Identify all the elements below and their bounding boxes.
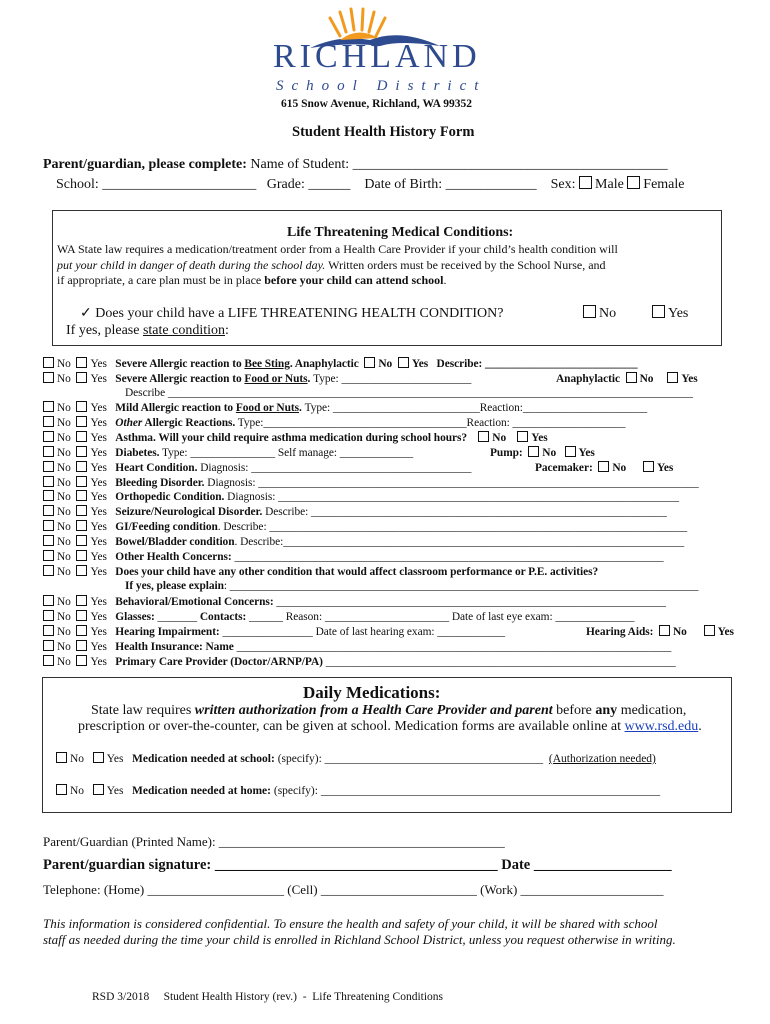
daily-line1 [91,703,686,719]
anaphylactic-yes-checkbox[interactable] [667,372,678,383]
ltc-question: ✓ Does your child have a LIFE THREATENING HEALTH CONDITION? [80,306,504,321]
ltc-no-checkbox[interactable] [583,305,596,318]
no-label: No [57,566,71,578]
parent-printed-name[interactable]: Parent/Guardian (Printed Name): ____________________________________________ [43,834,505,849]
diabetes-pump [490,446,595,459]
student-info-line [56,176,685,193]
label: No [378,358,393,370]
yes-label: Yes [90,373,107,385]
sun-rays [330,9,385,36]
label: Pump: [490,447,523,459]
food-severe-anaphylactic [556,372,698,385]
yes-label: Yes [90,477,107,489]
condition-row-behavioral [43,595,666,608]
no-checkbox[interactable] [43,565,54,576]
label: Glasses: [115,611,155,623]
no-label: No [57,611,71,623]
form-title: Student Health History Form [292,124,475,140]
yes-label: Yes [90,432,107,444]
ltc-line3-bold: before your child can attend school [264,273,444,287]
describe-field[interactable]: Describe: _______________________________________________________________ [262,506,667,518]
classroom-explain [125,580,698,592]
yes-checkbox[interactable] [76,357,87,368]
label: . [299,402,305,414]
no-checkbox[interactable] [43,476,54,487]
food-severe-describe[interactable]: Describe _____________________________________________________________________________________________ [125,387,693,399]
condition-row-bee-sting [43,357,637,370]
label: Primary Care Provider (Doctor/ARNP/PA) [115,656,323,668]
anaphylactic-yes-checkbox[interactable] [398,357,409,368]
grade-field[interactable]: Grade: ______ [266,177,351,192]
condition-row-insurance [43,640,671,653]
label: Diabetes. [115,447,160,459]
condition-row-food-severe [43,372,471,385]
ltc-line3 [57,273,446,288]
yes-label: Yes [90,596,107,608]
no-checkbox[interactable] [43,535,54,546]
condition-row-heart [43,461,471,474]
med-home-no-checkbox[interactable] [56,784,67,795]
yes-label: Yes [90,491,107,503]
no-checkbox[interactable] [43,416,54,427]
yes-checkbox[interactable] [76,550,87,561]
no-checkbox[interactable] [43,520,54,531]
yes-label: Yes [90,447,107,459]
no-label: No [57,447,71,459]
no-label: No [57,551,71,563]
daily-title: Daily Medications: [303,683,441,702]
yes-label: Yes [90,626,107,638]
condition-row-orthopedic [43,490,679,503]
label: Severe Allergic reaction to [115,373,245,385]
sex-label: Sex: [550,177,576,192]
yes-checkbox[interactable] [76,416,87,427]
confidential-line1: This information is considered confidential. To ensure the health and safety of your child, it will be shared with school [43,916,658,931]
yes-label: Yes [90,402,107,414]
hearing-field[interactable]: ________________ Date of last hearing exam: ____________ [219,626,506,638]
yes-label: Yes [90,656,107,668]
yes-label: Yes [90,551,107,563]
yes-checkbox[interactable] [76,610,87,621]
female-label: Female [643,177,685,192]
no-checkbox[interactable] [43,595,54,606]
yes-checkbox[interactable] [76,431,87,442]
med-home-row [56,784,660,797]
label: Pacemaker: [535,462,593,474]
no-label: No [57,506,71,518]
yes-label: Yes [90,566,107,578]
text: any [595,703,618,718]
no-label: No [57,462,71,474]
yes-label: Yes [90,641,107,653]
no-label: No [57,417,71,429]
label: Seizure/Neurological Disorder. [115,506,263,518]
no-checkbox[interactable] [43,446,54,457]
condition-row-classroom [43,565,598,578]
no-checkbox[interactable] [43,490,54,501]
no-checkbox[interactable] [43,357,54,368]
no-label: No [57,373,71,385]
ltc-yes-option[interactable] [652,305,688,322]
confidential-line2: staff as needed during the time your child is enrolled in Richland School District, unless you request otherwise in writing. [43,932,676,947]
label: Health Insurance: Name [115,641,234,653]
label: Anaphylactic [556,373,620,385]
school-field[interactable]: School: ______________________ [56,177,257,192]
dob-field[interactable]: Date of Birth: _____________ [364,177,537,192]
no-checkbox[interactable] [43,401,54,412]
yes-checkbox[interactable] [76,625,87,636]
label: Other Health Concerns: [115,551,232,563]
ltc-title: Life Threatening Medical Conditions: [287,225,514,240]
yes-checkbox[interactable] [76,565,87,576]
med-home-field[interactable]: (specify): ___________________________________________________________ [271,785,661,797]
label: No [542,447,557,459]
label: Medication needed at school: [132,753,275,765]
ltc-yes-label: Yes [668,306,689,321]
anaphylactic-no-checkbox[interactable] [626,372,637,383]
yes-checkbox[interactable] [76,372,87,383]
label: No [673,626,687,638]
label: Orthopedic Condition. [115,491,225,503]
condition-row-glasses [43,610,634,623]
diagnosis-field[interactable]: Diagnosis: _______________________________________ [197,462,472,474]
male-label: Male [595,177,624,192]
insurance-field[interactable]: _____________________________________________________________________________ [233,641,672,653]
label: Bee Sting [244,358,290,370]
type-field[interactable]: Type: _______________ Self manage: _____________ [159,447,414,459]
condition-row-hearing [43,625,505,638]
student-name-field[interactable]: Name of Student: _____________________________________________ [250,157,668,172]
yes-checkbox[interactable] [76,476,87,487]
label: . Anaphylactic [289,358,359,370]
ltc-state-condition: state condition [142,323,226,338]
label: Bowel/Bladder condition [115,536,235,548]
no-checkbox[interactable] [43,372,54,383]
ltc-yes-checkbox[interactable] [652,305,665,318]
yes-checkbox[interactable] [76,640,87,651]
label: Food or Nuts [244,373,308,385]
label: No [612,462,627,474]
no-label: No [57,656,71,668]
ltc-ifyes [66,323,229,339]
text: . [698,719,702,734]
label: Contacts: [199,611,247,623]
label: Heart Condition. [115,462,198,474]
diagnosis-field[interactable]: Diagnosis: _______________________________________________________________________ [224,491,680,503]
footer: RSD 3/2018 Student Health History (rev.) - Life Threatening Conditions [92,991,444,1003]
provider-field[interactable]: ______________________________________________________________ [322,656,676,668]
explain-field[interactable]: : ___________________________________________________________________________________ [223,580,699,592]
no-checkbox[interactable] [43,625,54,636]
ltc-line3-end: . [443,273,447,287]
ltc-line2 [57,258,606,273]
yes-checkbox[interactable] [76,505,87,516]
text: State law requires [91,703,195,718]
describe-field[interactable]: . Describe: __________________________________________________________________________ [217,521,688,533]
describe-field[interactable]: . Describe:_______________________________________________________________________ [234,536,685,548]
label: Yes [578,447,595,459]
no-label: No [57,521,71,533]
yes-checkbox[interactable] [76,535,87,546]
label: Food or Nuts [235,402,299,414]
label: Medication needed at home: [132,785,271,797]
type-field[interactable]: Type: __________________________Reaction:______________________ [304,402,648,414]
condition-row-gi [43,520,687,533]
label: Yes [681,373,698,385]
no-checkbox[interactable] [43,461,54,472]
female-checkbox[interactable] [627,176,640,189]
condition-row-other-allergic [43,416,625,429]
ltc-no-option[interactable] [583,305,616,322]
logo-subtitle: School District [276,78,487,94]
med-school-yes-checkbox[interactable] [93,752,104,763]
describe-field[interactable]: _____________________________________________________________________ [273,596,666,608]
med-school-row [56,752,656,765]
text: written authorization from a Health Care Provider and parent [194,703,553,718]
text: medication, [617,703,687,718]
no-label: No [57,596,71,608]
label: Hearing Aids: [586,626,654,638]
label: Yes [656,462,674,474]
no-checkbox[interactable] [43,640,54,651]
no-label: No [57,536,71,548]
condition-row-other-health [43,550,664,563]
logo-name: RICHLAND [273,38,481,75]
hearing-aids [586,625,734,638]
label: GI/Feeding condition [115,521,218,533]
condition-row-bowel [43,535,684,548]
no-label: No [70,785,85,797]
ltc-danger-text: put your child in danger of death during the school day. [57,258,326,272]
student-name-line [43,157,668,173]
condition-row-food-mild [43,401,647,414]
parent-signature[interactable]: Parent/guardian signature: _______________________________________ Date ___________________ [43,857,672,873]
condition-row-seizure [43,505,667,518]
pump-no-checkbox[interactable] [528,446,539,457]
ltc-no-label: No [599,306,617,321]
rsd-website-link[interactable]: www.rsd.edu [624,719,699,734]
ltc-ifyes-text: If yes, please [66,323,143,338]
contacts-field[interactable]: ______ Reason: ______________________ Date of last eye exam: ______________ [246,611,635,623]
no-checkbox[interactable] [43,505,54,516]
pacemaker-no-checkbox[interactable] [598,461,609,472]
yes-checkbox[interactable] [76,401,87,412]
condition-row-diabetes [43,446,413,459]
med-school-no-checkbox[interactable] [56,752,67,763]
yes-checkbox[interactable] [76,655,87,666]
male-checkbox[interactable] [579,176,592,189]
med-school-field[interactable]: (specify): ______________________________________ [274,753,544,765]
ltc-line2-rest: Written orders must be received by the School Nurse, and [325,258,606,272]
label: Mild Allergic reaction to [115,402,236,414]
label: . [307,373,314,385]
label: Yes [411,358,429,370]
no-label: No [57,432,71,444]
pacemaker-yes-checkbox[interactable] [643,461,654,472]
no-label: No [57,358,71,370]
yes-label: Yes [106,785,124,797]
type-field[interactable]: Type:____________________________________Reaction: ____________________ [235,417,626,429]
yes-checkbox[interactable] [76,595,87,606]
label: No [639,373,654,385]
med-home-yes-checkbox[interactable] [93,784,104,795]
yes-label: Yes [90,611,107,623]
yes-label: Yes [90,506,107,518]
no-label: No [57,641,71,653]
type-field[interactable]: Type: _______________________ [313,373,472,385]
heart-pacemaker [535,461,673,474]
label: No [492,432,507,444]
ltc-line3-start: if appropriate, a care plan must be in place [57,273,265,287]
no-checkbox[interactable] [43,610,54,621]
district-address: 615 Snow Avenue, Richland, WA 99352 [281,98,472,110]
no-label: No [57,402,71,414]
glasses-field[interactable]: _______ [154,611,200,623]
no-label: No [70,753,85,765]
asthma-med-yes-checkbox[interactable] [517,431,528,442]
authorization-note: (Authorization needed) [548,753,656,765]
yes-label: Yes [90,417,107,429]
yes-label: Yes [90,358,107,370]
describe-field[interactable]: Describe: ___________________________ [436,358,638,370]
yes-checkbox[interactable] [76,490,87,501]
yes-label: Yes [90,536,107,548]
no-checkbox[interactable] [43,431,54,442]
text: prescription or over-the-counter, can be given at school. Medication forms are available online at [78,719,625,734]
no-checkbox[interactable] [43,550,54,561]
hearing-aids-no-checkbox[interactable] [659,625,670,636]
pump-yes-checkbox[interactable] [565,446,576,457]
label: Does your child have any other condition that would affect classroom performance or P.E. activities? [115,566,599,578]
yes-checkbox[interactable] [76,520,87,531]
yes-label: Yes [90,521,107,533]
daily-line2 [78,719,702,735]
yes-label: Yes [106,753,124,765]
condition-row-asthma [43,431,548,444]
label: Hearing Impairment: [115,626,220,638]
yes-label: Yes [90,462,107,474]
yes-checkbox[interactable] [76,461,87,472]
no-checkbox[interactable] [43,655,54,666]
text: before [552,703,596,718]
ltc-line1: WA State law requires a medication/treatment order from a Health Care Provider if your child’s health condition will [57,242,618,256]
ltc-ifyes-end: : [225,323,229,338]
label: Bleeding Disorder. [115,477,205,489]
label: Behavioral/Emotional Concerns: [115,596,274,608]
label: Asthma. Will your child require asthma medication during school hours? [115,432,468,444]
anaphylactic-no-checkbox[interactable] [364,357,375,368]
asthma-med-no-checkbox[interactable] [478,431,489,442]
diagnosis-field[interactable]: Diagnosis: ______________________________________________________________________________ [204,477,699,489]
no-label: No [57,491,71,503]
yes-checkbox[interactable] [76,446,87,457]
no-label: No [57,477,71,489]
label: Yes [531,432,548,444]
condition-row-provider [43,655,676,668]
label: Allergic Reactions. [142,417,236,429]
hearing-aids-yes-checkbox[interactable] [704,625,715,636]
condition-row-bleeding [43,476,699,489]
label: Yes [717,626,734,638]
telephone-line[interactable]: Telephone: (Home) _____________________ (Cell) ________________________ (Work) ______________________ [43,882,664,897]
label: If yes, please explain [125,580,224,592]
parent-intro: Parent/guardian, please complete: [43,157,247,172]
describe-field[interactable]: ____________________________________________________________________________ [231,551,664,563]
label: Other [115,417,143,429]
no-label: No [57,626,71,638]
label: Severe Allergic reaction to [115,358,245,370]
